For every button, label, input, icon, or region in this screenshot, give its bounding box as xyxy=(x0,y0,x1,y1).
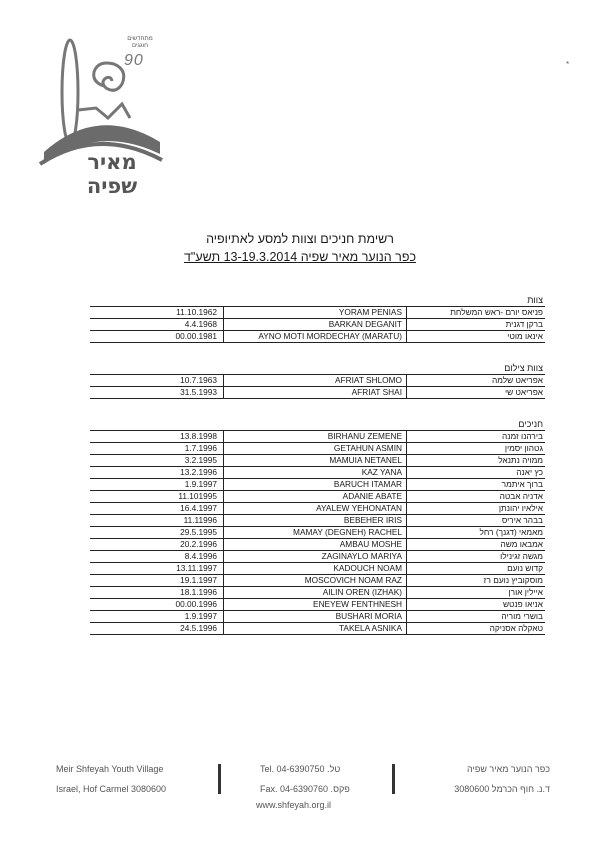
hebrew-name: איילין אורן xyxy=(407,587,546,599)
hebrew-name: בושרי מוריה xyxy=(407,611,546,623)
latin-name: AMBAU MOSHE xyxy=(224,539,407,551)
table-row xyxy=(90,479,545,491)
hebrew-name: אינאו מוטי xyxy=(407,331,546,343)
latin-name: BIRHANU ZEMENE xyxy=(224,431,407,443)
birth-date: 13.11.1997 xyxy=(90,563,224,575)
hebrew-name: בירהנו זמנה xyxy=(407,431,546,443)
latin-name: KAZ YANA xyxy=(224,467,407,479)
birth-date: 3.2.1995 xyxy=(90,455,224,467)
footer-divider xyxy=(218,764,221,794)
hebrew-name: אדניה אבטה xyxy=(407,491,546,503)
hebrew-name: אניאו פנטש xyxy=(407,599,546,611)
section-heading: חניכים xyxy=(518,419,543,429)
latin-name: ENEYEW FENTHNESH xyxy=(224,599,407,611)
birth-date: 11.10.1962 xyxy=(90,307,224,319)
staff-table xyxy=(90,306,545,343)
footer-english-address: Israel, Hof Carmel 3080600 xyxy=(56,784,167,794)
footer-fax: Fax. 04-6390760 .פקס xyxy=(260,784,350,794)
footer-english-name: Meir Shfeyah Youth Village xyxy=(56,764,164,774)
latin-name: MAMAY (DEGNEH) RACHEL xyxy=(224,527,407,539)
latin-name: AFRIAT SHAI xyxy=(224,387,407,399)
birth-date: 19.1.1997 xyxy=(90,575,224,587)
birth-date: 1.9.1997 xyxy=(90,611,224,623)
section-heading: צוות xyxy=(527,295,543,305)
latin-name: AYNO MOTI MORDECHAY (MARATU) xyxy=(224,331,407,343)
hebrew-name: אילאיו יהונתן xyxy=(407,503,546,515)
footer-website-link[interactable]: www.shfeyah.org.il xyxy=(256,800,332,810)
hebrew-name: קדוש נועם xyxy=(407,563,546,575)
table-row xyxy=(90,587,545,599)
latin-name: ADANIE ABATE xyxy=(224,491,407,503)
table-row xyxy=(90,491,545,503)
table-row xyxy=(90,575,545,587)
document-subtitle: כפר הנוער מאיר שפיה 13-19.3.2014 תשע"ד xyxy=(183,250,417,264)
birth-date: 29.5.1995 xyxy=(90,527,224,539)
table-row xyxy=(90,375,545,387)
birth-date: 13.8.1998 xyxy=(90,431,224,443)
birth-date: 11.11996 xyxy=(90,515,224,527)
footer-divider xyxy=(392,764,395,794)
table-row xyxy=(90,455,545,467)
latin-name: MAMUIA NETANEL xyxy=(224,455,407,467)
birth-date: 10.7.1963 xyxy=(90,375,224,387)
birth-date: 00.00.1996 xyxy=(90,599,224,611)
hebrew-name: ממויה נתנאל xyxy=(407,455,546,467)
latin-name: ZAGINAYLO MARIYA xyxy=(224,551,407,563)
latin-name: BARUCH ITAMAR xyxy=(224,479,407,491)
trainees-table xyxy=(90,430,545,635)
table-row xyxy=(90,599,545,611)
hebrew-name: מוסקוביץ נועם רז xyxy=(407,575,546,587)
hebrew-name: בבהר איריס xyxy=(407,515,546,527)
table-row xyxy=(90,467,545,479)
birth-date: 18.1.1996 xyxy=(90,587,224,599)
latin-name: YORAM PENIAS xyxy=(224,307,407,319)
birth-date: 16.4.1997 xyxy=(90,503,224,515)
latin-name: GETAHUN ASMIN xyxy=(224,443,407,455)
hebrew-name: אפריאט שי xyxy=(407,387,546,399)
birth-date: 11.101995 xyxy=(90,491,224,503)
table-row xyxy=(90,443,545,455)
table-row xyxy=(90,307,545,319)
table-row xyxy=(90,431,545,443)
latin-name: AILIN OREN (IZHAK) xyxy=(224,587,407,599)
hebrew-name: מגשה זגינילו xyxy=(407,551,546,563)
table-row xyxy=(90,503,545,515)
footer-hebrew-name: כפר הנוער מאיר שפיה xyxy=(466,764,550,774)
section-heading: צוות צילום xyxy=(504,363,543,373)
table-row xyxy=(90,551,545,563)
hebrew-name: טאקלה אסניקה xyxy=(407,623,546,635)
hebrew-name: כץ יאנה xyxy=(407,467,546,479)
corner-mark: * xyxy=(566,60,570,69)
page-footer xyxy=(0,760,595,820)
latin-name: BUSHARI MORIA xyxy=(224,611,407,623)
table-row xyxy=(90,623,545,635)
latin-name: AYALEW YEHONATAN xyxy=(224,503,407,515)
latin-name: TAKELA ASNIKA xyxy=(224,623,407,635)
section-photo-crew xyxy=(90,362,545,399)
latin-name: KADOUCH NOAM xyxy=(224,563,407,575)
birth-date: 31.5.1993 xyxy=(90,387,224,399)
logo-name: מאיר שפיה xyxy=(86,150,138,198)
photo-crew-table xyxy=(90,374,545,399)
table-row xyxy=(90,515,545,527)
hebrew-name: אמבאו משה xyxy=(407,539,546,551)
birth-date: 8.4.1996 xyxy=(90,551,224,563)
table-row xyxy=(90,539,545,551)
table-row xyxy=(90,611,545,623)
latin-name: BARKAN DEGANIT xyxy=(224,319,407,331)
anniversary-mark: 90 xyxy=(124,52,144,69)
birth-date: 24.5.1996 xyxy=(90,623,224,635)
hebrew-name: ברקן דגנית xyxy=(407,319,546,331)
latin-name: BEBEHER IRIS xyxy=(224,515,407,527)
hebrew-name: ברוך איתמר xyxy=(407,479,546,491)
hebrew-name: אפריאט שלמה xyxy=(407,375,546,387)
birth-date: 20.2.1996 xyxy=(90,539,224,551)
table-row xyxy=(90,527,545,539)
birth-date: 4.4.1968 xyxy=(90,319,224,331)
birth-date: 1.7.1996 xyxy=(90,443,224,455)
footer-hebrew-address: ד.נ. חוף הכרמל 3080600 xyxy=(454,784,550,794)
table-row xyxy=(90,387,545,399)
footer-phone: Tel. 04-6390750 .טל xyxy=(260,764,341,774)
logo-tagline: מתחדשים חוגגים xyxy=(127,36,153,49)
birth-date: 13.2.1996 xyxy=(90,467,224,479)
table-row xyxy=(90,563,545,575)
hebrew-name: גטהון יסמין xyxy=(407,443,546,455)
document-title: רשימת חניכים וצוות למסע לאתיופיה xyxy=(206,232,394,246)
birth-date: 00.00.1981 xyxy=(90,331,224,343)
hebrew-name: פניאס יורם -ראש המשלחת xyxy=(407,307,546,319)
section-staff xyxy=(90,294,545,343)
section-trainees xyxy=(90,418,545,635)
birth-date: 1.9.1997 xyxy=(90,479,224,491)
table-row xyxy=(90,319,545,331)
table-row xyxy=(90,331,545,343)
latin-name: AFRIAT SHLOMO xyxy=(224,375,407,387)
hebrew-name: מאמאי (דגנך) רחל xyxy=(407,527,546,539)
latin-name: MOSCOVICH NOAM RAZ xyxy=(224,575,407,587)
